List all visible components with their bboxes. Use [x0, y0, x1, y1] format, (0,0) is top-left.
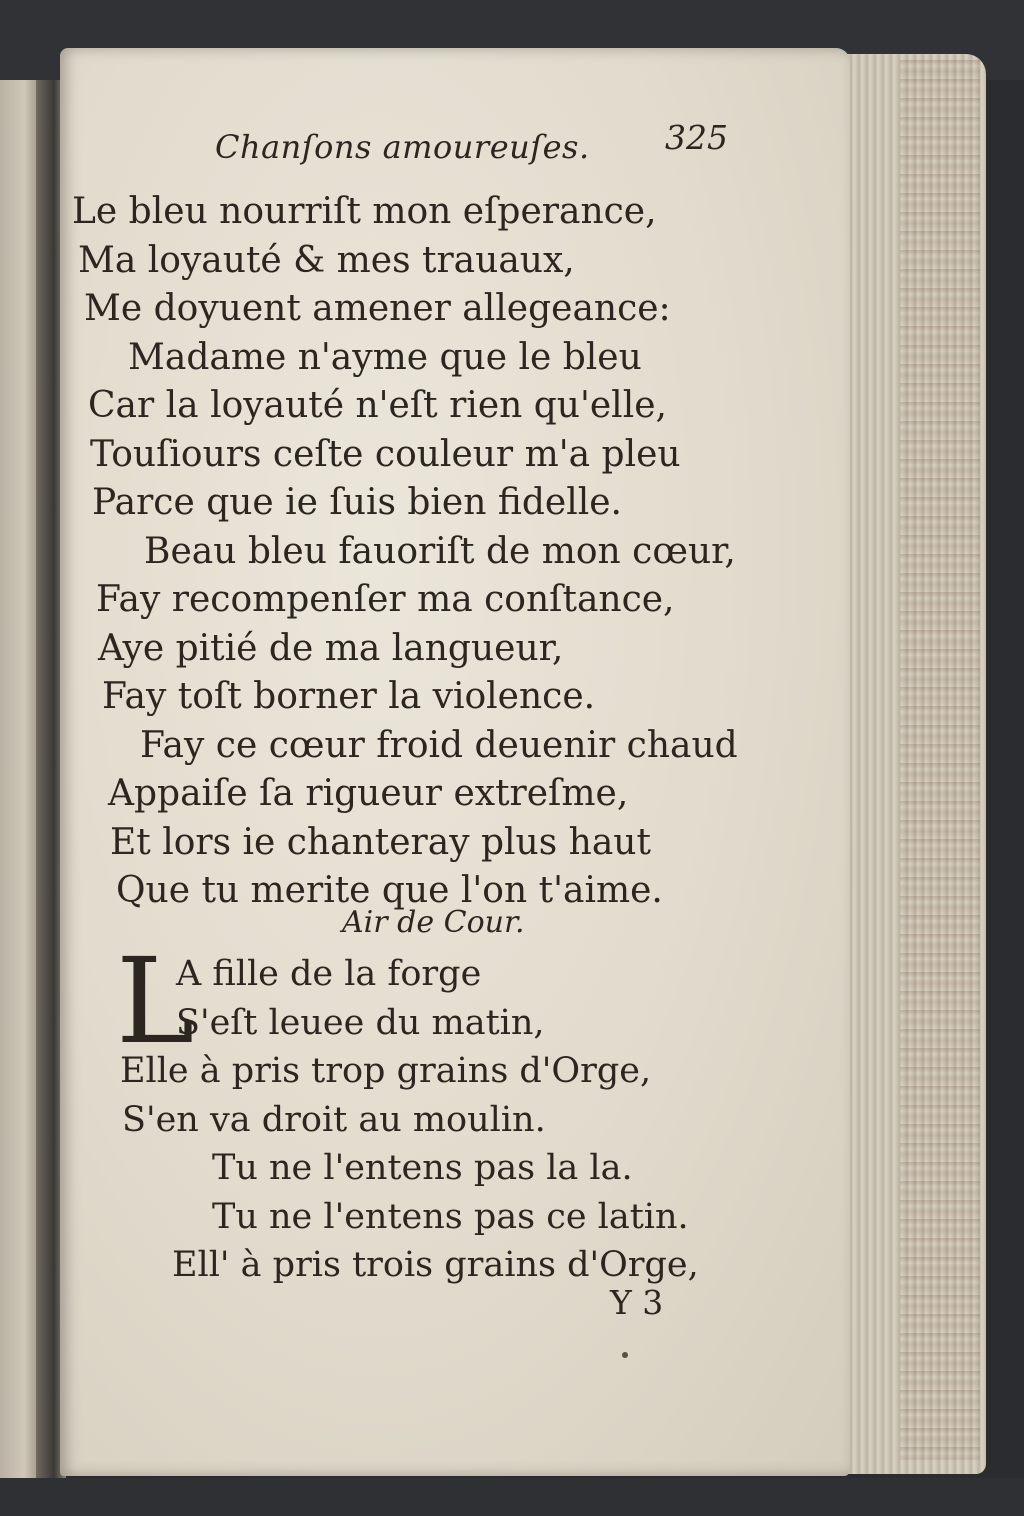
- verse-line: Tu ne l'entens pas la la.: [212, 1148, 633, 1188]
- verse-line: Ell' à pris trois grains d'Orge,: [172, 1245, 699, 1285]
- verse-line: Elle à pris trop grains d'Orge,: [120, 1051, 652, 1091]
- page-number: 325: [665, 118, 728, 157]
- verse-line: S'en va droit au moulin.: [122, 1099, 546, 1140]
- verse-line: A fille de la forge: [176, 954, 482, 994]
- verse-line: Ma loyauté & mes trauaux,: [78, 239, 575, 281]
- verse-line: Parce que ie ſuis bien fidelle.: [92, 482, 622, 523]
- verse-line: Le bleu nourriſt mon eſperance,: [72, 191, 657, 232]
- edge-foxing: [900, 60, 980, 1460]
- verse-line: Fay recompenſer ma conſtance,: [96, 579, 675, 620]
- verse-line: S'eſt leuee du matin,: [176, 1002, 545, 1043]
- verse-line: Appaiſe ſa rigueur extreſme,: [108, 773, 629, 814]
- ink-speck: [622, 1352, 628, 1358]
- verse-line: Fay ce cœur froid deuenir chaud: [140, 724, 738, 766]
- verse-two: [120, 950, 800, 1290]
- verse-line: Que tu merite que l'on t'aime.: [116, 870, 663, 911]
- drop-cap: L: [116, 932, 195, 1070]
- verse-line: Me doyuent amener allegeance:: [84, 288, 671, 329]
- verse-line: Car la loyauté n'eſt rien qu'elle,: [88, 385, 667, 426]
- verse-line: Et lors ie chanteray plus haut: [110, 821, 651, 863]
- signature-mark: Y 3: [610, 1283, 664, 1322]
- verse-one: [72, 188, 812, 916]
- verse-line: Aye pitié de ma langueur,: [98, 627, 564, 669]
- running-head: Chanſons amoureuſes.: [215, 128, 590, 166]
- verse-line: Beau bleu fauoriſt de mon cœur,: [144, 530, 736, 572]
- verse-line: Fay toſt borner la violence.: [102, 676, 596, 717]
- verse-line: Touſiours ceſte couleur m'a pleu: [90, 433, 681, 475]
- background-bottom: [0, 1478, 1024, 1516]
- verse-line: Tu ne l'entens pas ce latin.: [212, 1196, 689, 1237]
- verse-line: Madame n'ayme que le bleu: [128, 336, 642, 378]
- song-title: Air de Cour.: [342, 905, 525, 940]
